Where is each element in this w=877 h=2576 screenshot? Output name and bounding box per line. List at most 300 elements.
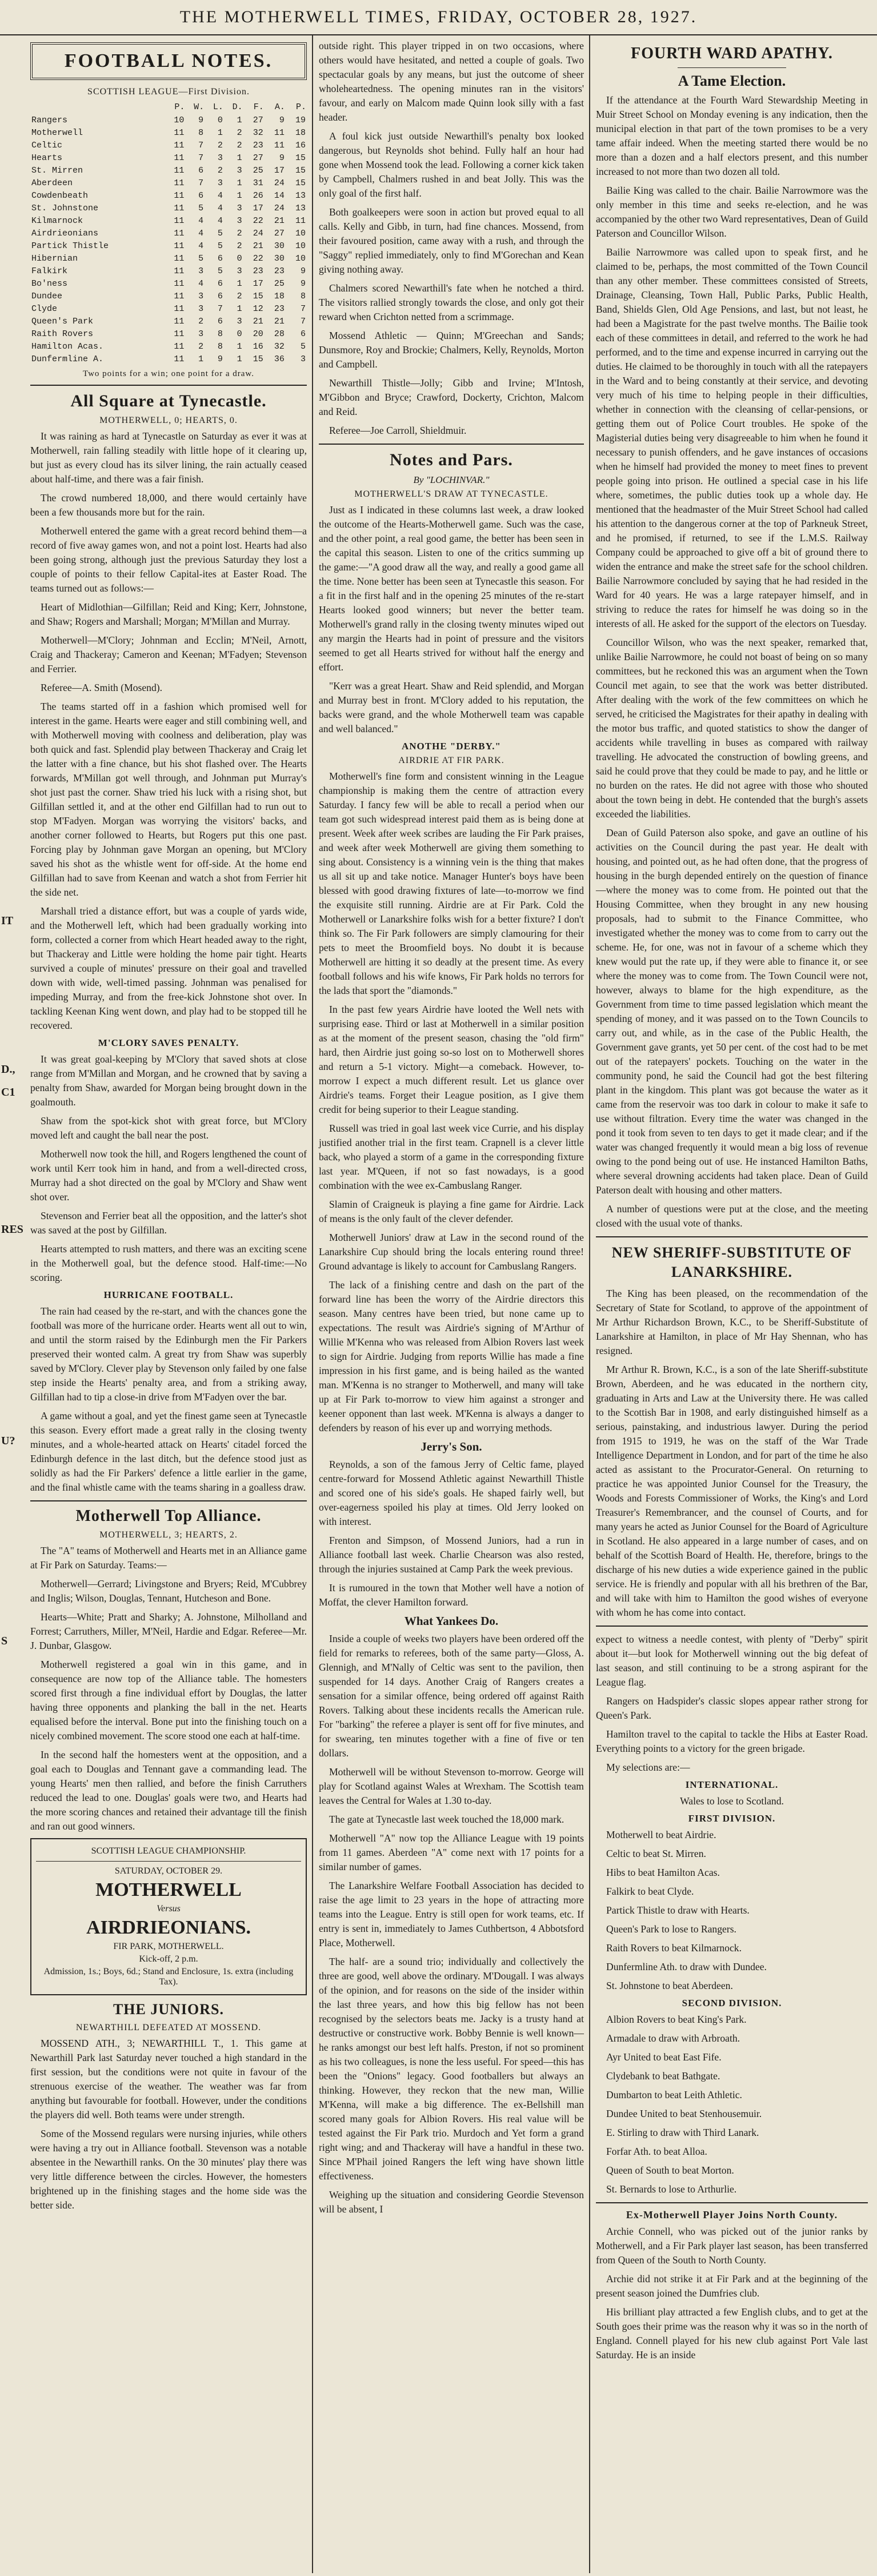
table-cell-pts: 11 [295, 216, 306, 226]
selections-heading: SECOND DIVISION. [682, 1998, 782, 2008]
header-played: P. [174, 102, 185, 112]
divider [596, 1236, 868, 1237]
table-cell-d: 0 [237, 329, 242, 339]
table-cell-team: Falkirk [31, 266, 68, 276]
table-cell-p: 11 [174, 342, 185, 352]
paragraph: Stevenson and Ferrier beat all the opposition, and the latter's shot was saved at the post by Gilfillan. [30, 1210, 307, 1236]
selection-line: Dumbarton to beat Leith Athletic. [606, 2089, 742, 2100]
table-cell-a: 21 [274, 317, 285, 326]
table-cell-w: 9 [198, 115, 204, 125]
table-cell-a: 36 [274, 354, 285, 364]
paragraph: Frenton and Simpson, of Mossend Juniors, had a run in Alliance football last week. Charlie Chearson was also rested, through the injuries sustained at Camp Park the week previous. [319, 1535, 584, 1575]
selection-line: Hibs to beat Hamilton Acas. [606, 1867, 720, 1878]
crosshead: ANOTHE "DERBY." [401, 741, 501, 752]
table-cell-l: 4 [217, 216, 223, 226]
paragraph: It was raining as hard at Tynecastle on Saturday as ever it was at Motherwell, rain falling steadily with little hope of it clearing up, but just as every cloud has its silver lining, the rain actually ceased about half-time, and there was a fair finish. [30, 430, 307, 485]
table-cell-f: 26 [253, 191, 263, 201]
divider [319, 444, 584, 445]
table-cell-f: 12 [253, 304, 263, 314]
paragraph: The King has been pleased, on the recommendation of the Secretary of State for Scotland, to approve of the appointment of Mr Arthur Richardson Brown, K.C., to be Sheriff-Substitute of Lanarkshire at Hamilton, in place of Mr Hay Shennan, who has resigned. [596, 1288, 868, 1356]
table-cell-team: Kilmarnock [31, 216, 83, 226]
selection-line: Armadale to draw with Arbroath. [606, 2032, 740, 2044]
football-notes-banner [30, 42, 307, 80]
table-row [30, 139, 307, 152]
table-row [30, 114, 307, 127]
table-cell-d: 1 [237, 178, 242, 188]
paragraph: Hearts attempted to rush matters, and there was an exciting scene in the Motherwell goal, but the defence stood. Half-time:—No scoring. [30, 1243, 307, 1283]
table-cell-pts: 3 [300, 354, 306, 364]
table-cell-w: 2 [198, 342, 204, 352]
table-cell-l: 0 [217, 115, 223, 125]
section-title: FOOTBALL NOTES. [64, 50, 273, 71]
table-row [30, 240, 307, 253]
table-cell-team: Clyde [31, 304, 58, 314]
paragraph: Archie did not strike it at Fir Park and at the beginning of the present season joined the Dumfries club. [596, 2273, 868, 2299]
table-cell-pts: 9 [300, 266, 306, 276]
divider [596, 2202, 868, 2203]
table-cell-f: 27 [253, 153, 263, 163]
table-cell-f: 23 [253, 266, 263, 276]
table-cell-a: 14 [274, 191, 285, 201]
table-cell-pts: 6 [300, 329, 306, 339]
table-cell-w: 3 [198, 329, 204, 339]
table-cell-team: Bo'ness [31, 279, 68, 289]
table-cell-pts: 8 [300, 291, 306, 301]
selections-intro: My selections are:— [606, 1762, 690, 1773]
paragraph: A number of questions were put at the close, and the meeting closed with the usual vote of thanks. [596, 1203, 868, 1229]
table-cell-team: St. Mirren [31, 166, 83, 175]
table-cell-w: 4 [198, 216, 204, 226]
table-cell-w: 6 [198, 166, 204, 175]
table-cell-d: 2 [237, 229, 242, 238]
table-cell-team: Cowdenbeath [31, 191, 89, 201]
paragraph: Both goalkeepers were soon in action but proved equal to all calls. Kelly and Gibb, in turn, had fine chances. Mossend, from their favoured position, came away with a rush, and through the "Saggy" replied immediately, only to find M'Gorechan and Kean giving nothing away. [319, 206, 584, 275]
table-cell-l: 6 [217, 279, 223, 289]
edge-fragment: RES [1, 1223, 23, 1236]
table-cell-pts: 15 [295, 166, 306, 175]
league-table-header [30, 101, 307, 114]
table-cell-p: 11 [174, 317, 185, 326]
divider [30, 1500, 307, 1501]
article-subtitle: A Tame Election. [678, 73, 786, 89]
selection-line: Queen's Park to lose to Rangers. [606, 1923, 736, 1935]
column-rule [312, 35, 313, 2573]
table-cell-p: 11 [174, 203, 185, 213]
table-cell-d: 3 [237, 166, 242, 175]
selection-line: St. Johnstone to beat Aberdeen. [606, 1980, 733, 1991]
table-cell-l: 1 [217, 128, 223, 138]
table-cell-team: Hearts [31, 153, 63, 163]
selection-line: Falkirk to beat Clyde. [606, 1886, 694, 1897]
paragraph: In the past few years Airdrie have looted the Well nets with surprising ease. Third or last at Motherwell in a similar position as at the moment of the present season, chasing the "old firm" hard, then Airdrie just going so-so lost on to Motherwell shores and return a 5-1 victory. Might—a comeback. However, to-morrow I expect a much different result. Let us glance over Airdrie's teams. Forget their League position, as I give them credit for being superior to their League standing. [319, 1004, 584, 1115]
table-cell-f: 22 [253, 254, 263, 263]
table-cell-w: 7 [198, 153, 204, 163]
table-cell-l: 5 [217, 241, 223, 251]
paragraph: Reynolds, a son of the famous Jerry of Celtic fame, played centre-forward for Mossend Athletic against Newarthill Thistle and scored one of his side's goals. He shaped fairly well, but over-eagerness spoiled his play at times. Old Jerry looked on with interest. [319, 1459, 584, 1527]
edge-fragment: IT [1, 914, 14, 927]
paragraph: Motherwell—Gerrard; Livingstone and Bryers; Reid, M'Cubbrey and Inglis; Wilson, Douglas, Tennant, Hutcheson and Bone. [30, 1578, 307, 1604]
table-cell-l: 6 [217, 317, 223, 326]
table-cell-a: 25 [274, 279, 285, 289]
league-table [30, 101, 307, 366]
paragraph: Councillor Wilson, who was the next speaker, remarked that, unlike Bailie Narrowmore, he could not boast of being on so many committees, but he reckoned this was an argument when the Town Council met again, to see that the work was better distributed. After dealing with the work of the few committees on which he served, he criticised the Magistrates for their apathy in dealing with the motor bus traffic, and quoted statistics to show the danger of accidents while travelling in buses as compared with railway travelling. He advocated the construction of bowling greens, and said he could prove that they could be made to pay, and he little or no burden on the rates. He did not agree with those who shouted about the town being in debt. He contended that the burgh's assets exceeded the liabilities. [596, 637, 868, 820]
paragraph: Motherwell registered a goal win in this game, and in consequence are now top of the Alliance table. The homesters scored first through a fine individual effort by Douglas, the latter having three opponents and planking the ball in the net. Hearts equalised before the interval. Bone put into the finishing touch on a nicely combined movement. The score stood one each at half-time. [30, 1659, 307, 1742]
edge-fragment: U? [1, 1435, 15, 1447]
paragraph: Motherwell now took the hill, and Rogers lengthened the count of work until Kerr took him in hand, and from a well-directed cross, Murray had a shot directed on the goal by M'Clory and Shaw went shot over. [30, 1148, 307, 1203]
table-row [30, 202, 307, 215]
paragraph: Dean of Guild Paterson also spoke, and gave an outline of his activities on the Council during the past year. He dealt with housing, and pointed out, as he had often done, that the progress of housing in the burgh depended entirely on the question of finance—where the money was to come from. He pointed out that the Housing Committee, when they brought in any new housing proposals, had to submit to the Finance Committee, who investigated whether the money was to come from to carry out the scheme. He, for one, was not in favour of a scheme which they knew would put the rate up, if they were able to finance it, or see where the money was to come from. The Town Council were not, however, always to blame for the high expenditure, as the Government from time to time passed legislation which meant the spending of money, and it was passed on to the Town Councils to carry out, and while, as in the case of the Public Health, the Government gave grants, yet 50 per cent. of the cost had to be met out of the ratepayers' pockets. Touching on the water in the community pond, he said the Council had got the best filtering plant in the kingdom. This plant was got because the water as it came from the reservoir was too dark in colour to make it safe to use without filtration. Every time the water was changed in the pond it took from seven to ten days to get it made clear; and if the water was changed frequently it would mean a big loss of revenue owing to the pond being out of use. He instanced Hamilton Baths, where several drowning accidents had taken place. Dean of Guild Paterson dealt with housing and other matters. [596, 827, 868, 1196]
fixture-title: SCOTTISH LEAGUE CHAMPIONSHIP. [91, 1846, 246, 1856]
table-cell-w: 7 [198, 141, 204, 150]
table-cell-a: 21 [274, 216, 285, 226]
table-cell-a: 24 [274, 203, 285, 213]
table-cell-w: 5 [198, 254, 204, 263]
table-cell-p: 11 [174, 291, 185, 301]
table-row [30, 315, 307, 328]
selection-line: Motherwell to beat Airdrie. [606, 1829, 716, 1840]
table-row [30, 353, 307, 366]
paragraph: His brilliant play attracted a few English clubs, and to get at the South goes their prime was the reason why it was so in the north of England. Connell played for his new club against Port Vale last Saturday. He is an inside [596, 2306, 868, 2361]
paragraph: Motherwell—M'Clory; Johnman and Ecclin; M'Neil, Arnott, Craig and Thackeray; Cameron and Keenan; M'Fadyen; Stevenson and Ferrier. [30, 634, 307, 674]
table-row [30, 303, 307, 315]
table-cell-team: Airdrieonians [31, 229, 99, 238]
paragraph: Bailie Narrowmore was called upon to speak first, and he claimed to be, perhaps, the most committed of the Town Council than any other member. These committees consisted of Streets, Drainage, Cleansing, Town Hall, Public Parks, Public Health, Band, Shields Glen, Old Age Pensions, and last, but not least, he had been a Magistrate for the past twelve months. The Bailie took each of these committees in detail, and referred to the work he had performed, and to the time and expense incurred in carrying out the duties. He claimed to be thoroughly in touch with all the ratepayers in the Ward and to being constantly at their service, and devoting very much of his time to helping people in their difficulties, whether in connection with the cleansing of cellar-pensions, or getting them out of Police Court troubles. He spoke of the Magisterial duties being very disagreeable to him when he found it necessary to punish offenders, and he gave instances of occasions when he himself had provided the money to meet fines to prevent people going into prison. He outlined a special case in his life where, sometimes, the public duties took up a whole day. He mentioned that the headmaster of the Muir Street School had called his attention to the dangerous corner at the top of Parkneuk Street, and he promised, if returned, to see if the L.M.S. Railway Company could be approached to give off a bit of ground there to widen the entrance and make the street safe for the school children. Bailie Narrowmore concluded by saying that he had resided in the Ward for 40 years. He was a large ratepayer himself, and in striving to reduce the rates for himself he was doing so in the interests of all. He asked for the support of the electors on Tuesday. [596, 246, 868, 629]
paragraph: Archie Connell, who was picked out of the junior ranks by Motherwell, and a Fir Park player last season, has been transferred from Queen of the South to North County. [596, 2226, 868, 2266]
table-cell-team: Partick Thistle [31, 241, 109, 251]
selection-line: Dunfermline Ath. to draw with Dundee. [606, 1961, 767, 1972]
article-title: Ex-Motherwell Player Joins North County. [626, 2209, 838, 2220]
table-cell-f: 21 [253, 317, 263, 326]
selection-line: Albion Rovers to beat King's Park. [606, 2014, 747, 2025]
table-cell-d: 1 [237, 115, 242, 125]
table-cell-a: 9 [279, 153, 285, 163]
table-cell-f: 17 [253, 203, 263, 213]
table-cell-l: 2 [217, 166, 223, 175]
table-cell-team: Aberdeen [31, 178, 73, 188]
table-cell-l: 3 [217, 153, 223, 163]
table-cell-w: 3 [198, 291, 204, 301]
table-cell-a: 28 [274, 329, 285, 339]
paragraph: Heart of Midlothian—Gilfillan; Reid and King; Kerr, Johnstone, and Shaw; Rogers and Marshall; Morgan; M'Millan and Murray. [30, 601, 307, 627]
article-subhead: MOTHERWELL, 3; HEARTS, 2. [99, 1530, 238, 1540]
table-cell-d: 1 [237, 279, 242, 289]
table-cell-p: 11 [174, 279, 185, 289]
table-cell-f: 25 [253, 166, 263, 175]
table-cell-f: 24 [253, 229, 263, 238]
column-3 [591, 39, 872, 2568]
table-cell-p: 11 [174, 166, 185, 175]
table-cell-pts: 7 [300, 304, 306, 314]
column-2 [314, 39, 588, 2568]
column-1 [26, 39, 311, 2568]
selection-line: Raith Rovers to beat Kilmarnock. [606, 1942, 742, 1954]
table-cell-w: 1 [198, 354, 204, 364]
paragraph: Hearts—White; Pratt and Sharky; A. Johnstone, Milholland and Forrest; Carruthers, Miller, M'Neil, Hardie and Edgar. Referee—Mr. J. Dunbar, Glasgow. [30, 1611, 307, 1651]
table-cell-p: 11 [174, 128, 185, 138]
paragraph: Just as I indicated in these columns last week, a draw looked the outcome of the Hearts-Motherwell game. Such was the case, and the other point, a real good game, the better has been seen in the capital this season. Listen to one of the critics summing up the game:—"A good draw all the way, and really a good game all the time. None better has been seen at Tynecastle this season. For a fit in the first half and in the opening 25 minutes of the re-start Hearts looked good winners; but never the better team. Motherwell's grand rally in the closing twenty minutes wiped out any margin the Hearts had in point of pressure and the visitors seemed to get all Hearts strived for without half the energy and effort. [319, 504, 584, 673]
table-cell-p: 11 [174, 354, 185, 364]
table-row [30, 165, 307, 177]
header-won: W. [194, 102, 205, 112]
table-cell-f: 15 [253, 291, 263, 301]
table-row [30, 290, 307, 303]
table-cell-l: 6 [217, 291, 223, 301]
table-cell-d: 2 [237, 128, 242, 138]
table-cell-a: 30 [274, 241, 285, 251]
table-cell-team: Hamilton Acas. [31, 342, 104, 352]
table-cell-d: 3 [237, 216, 242, 226]
paragraph: Motherwell will be without Stevenson to-morrow. George will play for Scotland against Wales at Wrexham. The Scottish team leaves the Central for Wales at 1.30 to-day. [319, 1766, 584, 1806]
table-cell-w: 8 [198, 128, 204, 138]
table-cell-w: 4 [198, 229, 204, 238]
paragraph: Motherwell entered the game with a great record behind them—a record of five away games won, and not a point lost. Hearts had also been going strong, although just the previous Saturday they lost a couple of points to their fellow Capital-ites at Easter Road. The teams turned out as follows:— [30, 525, 307, 594]
article-title: All Square at Tynecastle. [70, 392, 267, 410]
fixture-venue: FIR PARK, MOTHERWELL. [113, 1942, 224, 1951]
article-subhead: AIRDRIE AT FIR PARK. [398, 756, 504, 765]
table-cell-l: 4 [217, 191, 223, 201]
table-cell-l: 5 [217, 266, 223, 276]
table-cell-team: Motherwell [31, 128, 83, 138]
table-cell-team: Rangers [31, 115, 68, 125]
table-cell-w: 4 [198, 279, 204, 289]
table-cell-pts: 10 [295, 229, 306, 238]
table-cell-team: Queen's Park [31, 317, 94, 326]
header-lost: L. [213, 102, 223, 112]
paragraph: Rangers on Hadspider's classic slopes appear rather strong for Queen's Park. [596, 1695, 868, 1721]
table-row [30, 190, 307, 202]
paragraph: Russell was tried in goal last week vice Currie, and his display justified another trial in the first team. Crapnell is a clever little back, who played a storm of a game in the corresponding fixture last year. M'Queen, if not so fast nowadays, is a good combination with the wee ex-Cambuslang Ranger. [319, 1123, 584, 1191]
paragraph: expect to witness a needle contest, with plenty of "Derby" spirit about it—but look for Motherwell winning out the big defeat of last season, and still continuing to be a strong aspirant for the League flag. [596, 1634, 868, 1688]
table-cell-f: 27 [253, 115, 263, 125]
table-cell-f: 15 [253, 354, 263, 364]
table-cell-pts: 15 [295, 178, 306, 188]
table-row [30, 278, 307, 290]
table-cell-team: Raith Rovers [31, 329, 94, 339]
table-cell-p: 11 [174, 254, 185, 263]
paragraph: The gate at Tynecastle last week touched the 18,000 mark. [329, 1814, 564, 1825]
selection-line: Celtic to beat St. Mirren. [606, 1848, 706, 1859]
table-cell-w: 3 [198, 266, 204, 276]
table-cell-d: 1 [237, 354, 242, 364]
table-row [30, 127, 307, 139]
table-cell-team: Celtic [31, 141, 63, 150]
divider [30, 385, 307, 386]
table-row [30, 177, 307, 190]
table-cell-w: 3 [198, 304, 204, 314]
paragraph: If the attendance at the Fourth Ward Stewardship Meeting in Muir Street School on Monday evening is any indication, then the municipal election in that part of the town promises to be a very tame affair indeed. When the meeting started there would be no more than a dozen and a half electors present, and this number increased to not more than two dozen all told. [596, 94, 868, 177]
byline: By "LOCHINVAR." [413, 474, 490, 485]
paragraph: The Lanarkshire Welfare Football Association has decided to raise the age limit to 23 years in the hope of attracting more teams into the League. Entry is still open for work teams, etc. If entry is sent in, immediately to James Cuthbertson, 4 Abbotsford Place, Motherwell. [319, 1880, 584, 1948]
table-cell-l: 4 [217, 203, 223, 213]
selection-line: Partick Thistle to draw with Hearts. [606, 1904, 750, 1916]
selection-line: E. Stirling to draw with Third Lanark. [606, 2127, 759, 2138]
paragraph: Some of the Mossend regulars were nursing injuries, while others were having a try out in Alliance football. Stevenson was a notable absentee in the Newarthill ranks. On the 30 minutes' play there was very little difference between the circles. However, the homesters brightened up in the finishing stages and the home side was the better side. [30, 2128, 307, 2211]
selections-heading: FIRST DIVISION. [688, 1813, 776, 1824]
table-row [30, 341, 307, 353]
header-for: F. [253, 102, 264, 112]
table-cell-a: 24 [274, 178, 285, 188]
edge-fragment: C1 [1, 1086, 15, 1099]
paragraph: The crowd numbered 18,000, and there would certainly have been a few thousands more but for the rain. [30, 492, 307, 518]
article-subhead: MOTHERWELL'S DRAW AT TYNECASTLE. [354, 489, 548, 499]
selection-line: Wales to lose to Scotland. [680, 1795, 784, 1807]
fixture-prices: Admission, 1s.; Boys, 6d.; Stand and Enclosure, 1s. extra (including Tax). [43, 1967, 294, 1987]
table-cell-pts: 10 [295, 241, 306, 251]
table-cell-p: 11 [174, 329, 185, 339]
paragraph: MOSSEND ATH., 3; NEWARTHILL T., 1. This game at Newarthill Park last Saturday never touched a high standard in the first session, but the conditions were not quite in favour of the strenuous exercise of the weather. The weather was far from anything but favourable for football. However, under the conditions the players did well. Both teams were under strength. [30, 2038, 307, 2120]
table-row [30, 253, 307, 265]
column-rule [589, 35, 590, 2573]
selection-line: Dundee United to beat Stenhousemuir. [606, 2108, 762, 2119]
table-cell-d: 2 [237, 141, 242, 150]
table-cell-p: 11 [174, 229, 185, 238]
table-cell-d: 2 [237, 291, 242, 301]
table-cell-p: 11 [174, 216, 185, 226]
table-cell-a: 17 [274, 166, 285, 175]
table-cell-team: Hibernian [31, 254, 78, 263]
table-cell-f: 16 [253, 342, 263, 352]
fixture-date: SATURDAY, OCTOBER 29. [114, 1866, 223, 1876]
paragraph: Motherwell Juniors' draw at Law in the second round of the Lanarkshire Cup should bring the locals entering round three! Ground advantage is likely to account for Cambuslang Rangers. [319, 1232, 584, 1272]
table-cell-p: 11 [174, 241, 185, 251]
table-cell-l: 5 [217, 229, 223, 238]
fixture-kickoff: Kick-off, 2 p.m. [139, 1954, 198, 1964]
header-drawn: D. [232, 102, 243, 112]
table-row [30, 152, 307, 165]
divider [36, 1861, 301, 1862]
table-cell-l: 8 [217, 329, 223, 339]
table-cell-f: 23 [253, 141, 263, 150]
table-cell-l: 3 [217, 178, 223, 188]
selection-line: Forfar Ath. to beat Alloa. [606, 2146, 707, 2157]
table-cell-p: 11 [174, 304, 185, 314]
selection-line: Ayr United to beat East Fife. [606, 2051, 722, 2063]
paragraph: Inside a couple of weeks two players have been ordered off the field for remarks to referees, both of the same party—Gloss, A. Glennigh, and M'Nally of Celtic was sent to the pavilion, then suspended for 14 days. Another Craig of Rangers creates a sensation for a similar offence, being ordered off against Raith Rovers. Talking about these incidents recalls the American rule. For "barking" the referee a player is sent off for five minutes, and for swearing, ten minutes together with a fine of five or ten dollars. [319, 1633, 584, 1759]
table-cell-pts: 5 [300, 342, 306, 352]
article-title: FOURTH WARD APATHY. [631, 45, 833, 62]
table-cell-p: 10 [174, 115, 185, 125]
table-cell-p: 11 [174, 153, 185, 163]
paragraph: outside right. This player tripped in on two occasions, where others would have hesitated, and netted a couple of goals. Two spectacular goals by any means, but just the outcome of sheer wholeheartedness. The opening minutes ran in the visitors' favour, and early on Malcom made Quinn look silly with a fast header. [319, 40, 584, 123]
masthead [0, 0, 877, 35]
paragraph: Referee—Joe Carroll, Shieldmuir. [329, 425, 467, 436]
paragraph: The "A" teams of Motherwell and Hearts met in an Alliance game at Fir Park on Saturday. Teams:— [30, 1545, 307, 1571]
paragraph: Shaw from the spot-kick shot with great force, but M'Clory moved left and caught the ball near the post. [30, 1115, 307, 1141]
header-against: A. [274, 102, 285, 112]
paragraph: The rain had ceased by the re-start, and with the chances gone the football was more of the hurricane order. Hearts went all out to win, and until the storm raised by the Edinburgh men the Fir Parkers preserved their wonted calm. A great try from Shaw was superbly saved by M'Clory. Clever play by Stevenson only failed by one false step inside the Hearts' penalty area, and from a striking away, Gilfillan had to tip a close-in drive from M'Fadyen over the bar. [30, 1305, 307, 1403]
table-cell-f: 21 [253, 241, 263, 251]
table-cell-team: Dundee [31, 291, 63, 301]
crosshead: Jerry's Son. [421, 1440, 482, 1453]
paragraph: Motherwell "A" now top the Alliance League with 19 points from 11 games. Aberdeen "A" come next with 17 points for a similar number of games. [319, 1832, 584, 1872]
table-cell-pts: 19 [295, 115, 306, 125]
table-cell-a: 9 [279, 115, 285, 125]
table-note: Two points for a win; one point for a draw. [82, 369, 255, 378]
table-cell-d: 1 [237, 342, 242, 352]
table-cell-w: 6 [198, 191, 204, 201]
fixture-away-team: AIRDRIEONIANS. [86, 1917, 251, 1938]
league-title: SCOTTISH LEAGUE—First Division. [87, 87, 250, 97]
article-subhead: NEWARTHILL DEFEATED AT MOSSEND. [75, 2023, 262, 2032]
table-cell-team: St. Johnstone [31, 203, 99, 213]
paragraph: A game without a goal, and yet the finest game seen at Tynecastle this season. Every effort made a great rally in the closing twenty minutes, and a whole-hearted attack on Hearts' citadel forced the Edinburgh defence in the last ditch, but the defence stood just as solidly as had the Fir Parkers' defence a little earlier in the game, and the final whistle came with the teams sharing in a goalless draw. [30, 1410, 307, 1493]
paragraph: Newarthill Thistle—Jolly; Gibb and Irvine; M'Intosh, M'Gibbon and Bryce; Crawford, Dockerty, Crichton, Malcom and Reid. [319, 377, 584, 417]
crosshead: M'CLORY SAVES PENALTY. [98, 1037, 239, 1048]
table-cell-a: 27 [274, 229, 285, 238]
paragraph: Bailie King was called to the chair. Bailie Narrowmore was the only member in this time and seeks re-election, and he was accompanied by the other two Ward representatives, Dean of Guild Paterson and Councillor Wilson. [596, 185, 868, 239]
table-row [30, 215, 307, 227]
table-cell-p: 11 [174, 191, 185, 201]
paragraph: Mr Arthur R. Brown, K.C., is a son of the late Sheriff-substitute Brown, Aberdeen, and he was educated in the northern city, graduating in Arts and Law at the University there. He was called to the Scottish Bar in 1908, and early distinguished himself as a serious, painstaking, and industrious lawyer. During the period from 1915 to 1919, he was on the staff of the War Trade Intelligence Department in London, and for part of the time he also acted as assistant to the Procurator-General. On returning to practice he was appointed Junior Counsel for the Treasury, the Woods and Forests Commissioner of Works, the King's and Lord Treasurer's Remembrancer, and the counsel of Courts, and for many years he acted as Junior Counsel for the Board of Agriculture in Scotland. He also appeared in a large number of cases, and on behalf of the Scottish Board of Health. He, therefore, brings to the discharge of his new duties a wide experience gained in the public service. He is friendly and popular with all his brethren of the Bar, and will take with him to Hamilton the good wishes of everyone with whom he has come into contact. [596, 1364, 868, 1618]
table-cell-f: 20 [253, 329, 263, 339]
crosshead: HURRICANE FOOTBALL. [103, 1289, 234, 1300]
table-cell-w: 7 [198, 178, 204, 188]
table-row [30, 227, 307, 240]
article-title: Motherwell Top Alliance. [75, 1507, 262, 1525]
paragraph: In the second half the homesters went at the opposition, and a goal each to Douglas and Tennant gave a commanding lead. The young Hearts' men then rallied, and before the finish Carruthers reduced the lead to one. Douglas' goals were two, and Hearts had the more scoring chances and retained their advantage till the finish and ran out good winners. [30, 1749, 307, 1832]
table-row [30, 328, 307, 341]
table-cell-p: 11 [174, 141, 185, 150]
table-cell-pts: 15 [295, 153, 306, 163]
table-cell-pts: 13 [295, 191, 306, 201]
table-cell-f: 31 [253, 178, 263, 188]
table-cell-p: 11 [174, 266, 185, 276]
selections-heading: INTERNATIONAL. [685, 1779, 779, 1790]
article-title: Notes and Pars. [390, 450, 513, 469]
table-cell-w: 4 [198, 241, 204, 251]
article-title: THE JUNIORS. [113, 2001, 225, 2018]
table-cell-w: 5 [198, 203, 204, 213]
paragraph: Weighing up the situation and considering Geordie Stevenson will be absent, I [319, 2189, 584, 2215]
masthead-title: THE MOTHERWELL TIMES, FRIDAY, OCTOBER 28, 1927. [179, 7, 698, 26]
table-cell-a: 18 [274, 291, 285, 301]
selection-line: St. Bernards to lose to Arthurlie. [606, 2183, 737, 2195]
paragraph: The lack of a finishing centre and dash on the part of the forward line has been the worry of the Airdrie directors this season. Many centres have been tried, but none came up to expectations. The result was Airdrie's signing of M'Arthur of Willie M'Kenna who was released from Albion Rovers last week to sign for Airdrie. Judging from reports Willie has made a fine impression in his first game, and is being hailed as the wanted man. M'Kenna is no stranger to Motherwell, and many will take up at Fir Park to-morrow to view him against a stronger and keener opponent than last week. M'Kenna is always a danger to defenders by reason of his ever up and worrying methods. [319, 1279, 584, 1433]
table-cell-a: 23 [274, 304, 285, 314]
table-cell-l: 8 [217, 342, 223, 352]
paragraph: It was great goal-keeping by M'Clory that saved shots at close range from M'Millan and Morgan, and he crowned that by saving a penalty from Shaw, awarded for Morgan being brought down in the goalmouth. [30, 1053, 307, 1108]
table-cell-d: 1 [237, 304, 242, 314]
paragraph: The teams started off in a fashion which promised well for interest in the game. Hearts were eager and still combining well, and with Motherwell moving with coolness and deliberation, play was both quick and fast. Splendid play between Thackeray and Craig let the latter with a fine chance, but his shot flashed over. The Hearts forwards, M'Millan got well through, and Johnman put Murray's shot just past the corner. Shaw tried his luck with a rising shot, but Gilfillan settled it, and at the other end Gilfillan had to run out to stop M'Fadyen. Morgan was worrying the visitors' backs, and another corner followed to Hearts, but Rogers put this one past. Forcing play by Johnman gave Morgan an opening, but M'Clory saved his shot as the whistle went for off-side. At the home end Gilfillan had to save from Keenan and watch a shot from Ferrier hit the side net. [30, 701, 307, 898]
paragraph: Marshall tried a distance effort, but was a couple of yards wide, and the Motherwell left, which had been gradually working into form, collected a corner from which Heart headed away to the right, but Thackeray and Little were holding the home pair tight. Hearts survived a couple of minutes' pressure on their goal and travelled down with wide, well-timed passing. Johnman was penalised for impeding Murray, and from the free-kick Johnstone shot over. In tackling Keenan King went down, and play had to be stopped till he recovered. [30, 905, 307, 1031]
table-cell-d: 3 [237, 266, 242, 276]
selection-line: Queen of South to beat Morton. [606, 2164, 734, 2176]
table-cell-d: 3 [237, 317, 242, 326]
divider [596, 1626, 868, 1627]
paragraph: It is rumoured in the town that Mother well have a notion of Moffat, the clever Hamilton forward. [319, 1582, 584, 1608]
table-cell-pts: 16 [295, 141, 306, 150]
fixture-versus: Versus [157, 1904, 181, 1914]
table-cell-team: Dunfermline A. [31, 354, 104, 364]
header-points: P. [295, 102, 306, 112]
table-cell-a: 23 [274, 266, 285, 276]
paragraph: Mossend Athletic — Quinn; M'Greechan and Sands; Dunsmore, Roy and Brockie; Chalmers, Kelly, Reynolds, Morton and Campbell. [319, 330, 584, 370]
left-edge-fragments [0, 34, 24, 2576]
table-cell-l: 2 [217, 141, 223, 150]
table-cell-f: 32 [253, 128, 263, 138]
table-cell-l: 6 [217, 254, 223, 263]
table-cell-pts: 10 [295, 254, 306, 263]
table-cell-d: 1 [237, 153, 242, 163]
table-row [30, 265, 307, 278]
paragraph: Referee—A. Smith (Mosend). [41, 682, 163, 693]
table-cell-d: 0 [237, 254, 242, 263]
table-cell-d: 1 [237, 191, 242, 201]
table-cell-f: 17 [253, 279, 263, 289]
article-title: NEW SHERIFF-SUBSTITUTE OF LANARKSHIRE. [611, 1244, 852, 1280]
table-cell-a: 32 [274, 342, 285, 352]
paragraph: A foul kick just outside Newarthill's penalty box looked dangerous, but Reynolds shot behind. Fully half an hour had gone when Mossend took the lead. Following a corner kick taken by Campbell, Chalmers rushed in and beat Jolly. This was the only goal of the first half. [319, 130, 584, 199]
